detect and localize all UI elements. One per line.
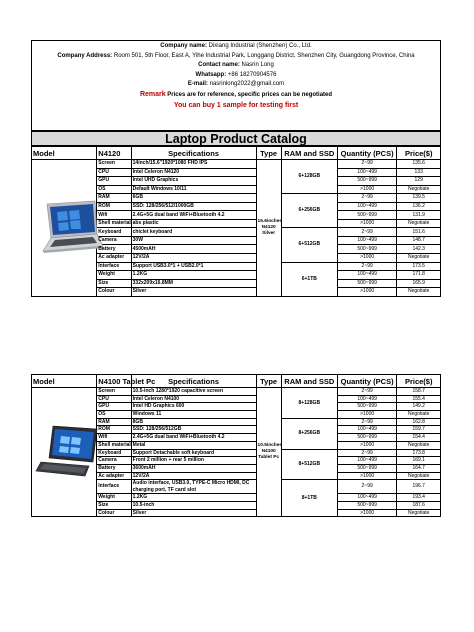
quantity-range: 500~999 <box>337 279 397 288</box>
table-header-row <box>32 147 441 160</box>
spec-key: ROM <box>97 202 131 211</box>
table-header-row <box>32 375 441 388</box>
spec-value: Default Windows 10/11 <box>131 185 256 194</box>
type-header: Type <box>256 147 281 160</box>
ram-ssd-option: 6+512GB <box>281 228 337 262</box>
spec-value: Intel UHD Graphics <box>131 177 256 186</box>
price-value: 155.4 <box>397 395 441 403</box>
quantity-header: Quantity (PCS) <box>337 375 397 388</box>
spec-value: 4500mAH <box>131 245 256 254</box>
quantity-range: >1000 <box>337 509 397 517</box>
spec-value: Silver <box>131 288 256 297</box>
quantity-range: 100~499 <box>337 271 397 280</box>
spec-key: Ac adapter <box>97 472 131 480</box>
table-row <box>32 160 441 169</box>
company-header <box>31 40 441 131</box>
spec-key: Ac adapter <box>97 254 131 263</box>
price-value: 139.5 <box>397 194 441 203</box>
spec-value: 12V/2A <box>131 472 256 480</box>
quantity-range: 100~499 <box>337 426 397 434</box>
quantity-range: 2~99 <box>337 480 397 494</box>
sample-line: You can buy 1 sample for testing first <box>173 101 299 109</box>
spec-key: Weight <box>97 271 131 280</box>
price-value: Negotiate <box>397 509 441 517</box>
whatsapp-line: Whatsapp: +86 18270904576 <box>195 71 277 78</box>
spec-value: Intel HD Graphics 600 <box>131 403 256 411</box>
price-value: 148.7 <box>397 236 441 245</box>
quantity-range: 500~999 <box>337 403 397 411</box>
spec-key: Keyboard <box>97 228 131 237</box>
spec-key: Size <box>97 279 131 288</box>
spec-value: 30W <box>131 236 256 245</box>
spec-key: CPU <box>97 168 131 177</box>
price-value: 135.6 <box>397 160 441 169</box>
spec-key: Keyboard <box>97 449 131 457</box>
spec-key: Colour <box>97 509 131 517</box>
spec-key: Colour <box>97 288 131 297</box>
spec-value: Metal <box>131 441 256 449</box>
spec-key: Wifi <box>97 434 131 442</box>
spec-value: Support USB3.0*1 + USB2.0*1 <box>131 262 256 271</box>
model-label: Model <box>32 147 97 160</box>
spec-value: 2.4G+5G dual band WiFi+Bluetooth 4.2 <box>131 211 256 220</box>
quantity-range: >1000 <box>337 411 397 419</box>
ram-ssd-option: 8+512GB <box>281 449 337 480</box>
email-line: E-mail: nasrinlong2022@gmail.com <box>187 81 285 88</box>
product-image-cell <box>32 160 97 297</box>
spec-key: Weight <box>97 494 131 502</box>
spec-value: 8GB <box>131 418 256 426</box>
spec-key: Interface <box>97 480 131 494</box>
spec-value: Intel Celeron N4120 <box>131 168 256 177</box>
quantity-range: >1000 <box>337 185 397 194</box>
quantity-range: >1000 <box>337 472 397 480</box>
price-value: Negotiate <box>397 185 441 194</box>
quantity-range: >1000 <box>337 254 397 263</box>
table-row <box>32 388 441 396</box>
spec-key: RAM <box>97 418 131 426</box>
ram-ssd-header: RAM and SSD <box>281 375 337 388</box>
price-value: Negotiate <box>397 441 441 449</box>
quantity-range: 2~99 <box>337 160 397 169</box>
spec-value: 1.2KG <box>131 494 256 502</box>
quantity-range: 100~499 <box>337 202 397 211</box>
spec-key: GPU <box>97 403 131 411</box>
spec-value: 14inch/15.6"1920*1080 FHD IPS <box>131 160 256 169</box>
price-value: Negotiate <box>397 288 441 297</box>
model-label: Model <box>32 375 97 388</box>
spec-key: OS <box>97 185 131 194</box>
quantity-range: 100~499 <box>337 236 397 245</box>
spec-key: Screen <box>97 388 131 396</box>
spec-value: Intel Celeron N4100 <box>131 395 256 403</box>
ram-ssd-option: 8+128GB <box>281 388 337 419</box>
spec-value: 12V/2A <box>131 254 256 263</box>
price-value: 159.7 <box>397 426 441 434</box>
ram-ssd-option: 6+128GB <box>281 160 337 194</box>
price-value: 173.8 <box>397 449 441 457</box>
quantity-range: 500~999 <box>337 177 397 186</box>
price-value: 131.9 <box>397 211 441 220</box>
spec-key: Camera <box>97 236 131 245</box>
price-value: Negotiate <box>397 411 441 419</box>
type-header: Type <box>256 375 281 388</box>
spec-key: Screen <box>97 160 131 169</box>
spec-key: Size <box>97 501 131 509</box>
model-value: N4100 Tablet Pc <box>98 376 156 386</box>
spec-key: ROM <box>97 426 131 434</box>
spec-value: 1.2KG <box>131 271 256 280</box>
spec-key: Shell material <box>98 441 131 448</box>
spec-value: 332x209x16.8MM <box>131 279 256 288</box>
product-type: 15.6inches N4120 Silver <box>256 160 281 297</box>
contact-line: Contact name: Nasrin Long <box>198 62 274 69</box>
spec-key: Wifi <box>97 211 131 220</box>
price-header: Price($) <box>397 147 441 160</box>
price-value: 196.7 <box>397 480 441 494</box>
spec-key: OS <box>97 411 131 419</box>
quantity-range: 2~99 <box>337 228 397 237</box>
product-table-n4120 <box>31 146 441 297</box>
model-value: N4120 <box>97 147 131 160</box>
specifications-header: Specifications <box>131 375 256 388</box>
quantity-range: 100~499 <box>337 395 397 403</box>
ram-ssd-option: 6+1TB <box>281 262 337 296</box>
price-value: 158.7 <box>397 388 441 396</box>
quantity-range: 2~99 <box>337 449 397 457</box>
spec-value: SSD: 128/256/512/1000GB <box>131 202 256 211</box>
spec-value: Front 2 million + rear 5 million <box>131 457 256 465</box>
quantity-range: 2~99 <box>337 194 397 203</box>
quantity-range: 100~499 <box>337 494 397 502</box>
catalog-title: Laptop Product Catalog <box>31 131 441 146</box>
quantity-range: >1000 <box>337 219 397 228</box>
price-value: 164.7 <box>397 464 441 472</box>
spec-value: 2.4G+5G dual band WiFi+Bluetooth 4.2 <box>131 434 256 442</box>
quantity-range: 2~99 <box>337 262 397 271</box>
price-value: 136.2 <box>397 202 441 211</box>
quantity-header: Quantity (PCS) <box>337 147 397 160</box>
price-value: Negotiate <box>397 219 441 228</box>
price-value: 149.2 <box>397 403 441 411</box>
spec-value: 10.5-inch 1280*1920 capacitive screen <box>131 388 256 396</box>
price-value: 171.8 <box>397 271 441 280</box>
product-type: 10.5inches N4100 Tablet Pc <box>256 388 281 517</box>
spec-value: abs plastic <box>131 219 256 228</box>
price-value: 165.9 <box>397 279 441 288</box>
quantity-range: 500~999 <box>337 211 397 220</box>
spec-key: RAM <box>97 194 131 203</box>
quantity-range: 100~499 <box>337 457 397 465</box>
spec-key: Shell material <box>98 220 131 227</box>
spec-value: 3600mAH <box>131 464 256 472</box>
price-value: 129 <box>397 177 441 186</box>
spec-key: CPU <box>97 395 131 403</box>
price-value: 193.4 <box>397 494 441 502</box>
spec-value: chiclet keyboard <box>131 228 256 237</box>
company-name-line: Company name: Dixiang Industrial (Shenzhen) Co., Ltd. <box>160 43 312 49</box>
ram-ssd-option: 8+1TB <box>281 480 337 517</box>
spec-value: 10.5-inch <box>131 501 256 509</box>
price-value: Negotiate <box>397 472 441 480</box>
quantity-range: 500~999 <box>337 464 397 472</box>
company-address-line: Company Address: Room 501, 5th Floor, East A, Yihe Industrial Park, Longgang District, Shenzhen City, Guangdong Province, China <box>57 52 415 59</box>
price-value: 151.6 <box>397 228 441 237</box>
spec-value: 6GB <box>131 194 256 203</box>
price-value: 154.4 <box>397 434 441 442</box>
quantity-range: >1000 <box>337 441 397 449</box>
spec-key: Camera <box>97 457 131 465</box>
quantity-range: 2~99 <box>337 388 397 396</box>
quantity-range: >1000 <box>337 288 397 297</box>
specifications-header: Specifications <box>131 147 256 160</box>
spec-value: Support Detachable soft keyboard <box>131 449 256 457</box>
remark-line: Remark Prices are for reference, specific prices can be negotiated <box>139 90 333 98</box>
product-table-n4100 <box>31 374 441 517</box>
spec-value: Audio interface, USB3.0, TYPE-C Micro HDMI, DC charging port, TF card slot <box>131 480 256 494</box>
price-value: 169.1 <box>397 457 441 465</box>
quantity-range: 100~499 <box>337 168 397 177</box>
spec-value: SSD: 128/256/512GB <box>131 426 256 434</box>
quantity-range: 500~999 <box>337 501 397 509</box>
price-value: 162.8 <box>397 418 441 426</box>
price-value: 187.6 <box>397 501 441 509</box>
price-value: 142.3 <box>397 245 441 254</box>
quantity-range: 2~99 <box>337 418 397 426</box>
product-image-cell <box>32 388 97 517</box>
ram-ssd-option: 8+256GB <box>281 418 337 449</box>
spec-value: Silver <box>131 509 256 517</box>
price-value: Negotiate <box>397 254 441 263</box>
spec-key: Interface <box>97 262 131 271</box>
ram-ssd-header: RAM and SSD <box>281 147 337 160</box>
spec-key: Battery <box>97 464 131 472</box>
spec-key: GPU <box>97 177 131 186</box>
quantity-range: 500~999 <box>337 434 397 442</box>
price-header: Price($) <box>397 375 441 388</box>
spec-value: Windows 11 <box>131 411 256 419</box>
ram-ssd-option: 6+256GB <box>281 194 337 228</box>
price-value: 133 <box>397 168 441 177</box>
quantity-range: 500~999 <box>337 245 397 254</box>
spec-key: Battery <box>97 245 131 254</box>
price-value: 173.5 <box>397 262 441 271</box>
